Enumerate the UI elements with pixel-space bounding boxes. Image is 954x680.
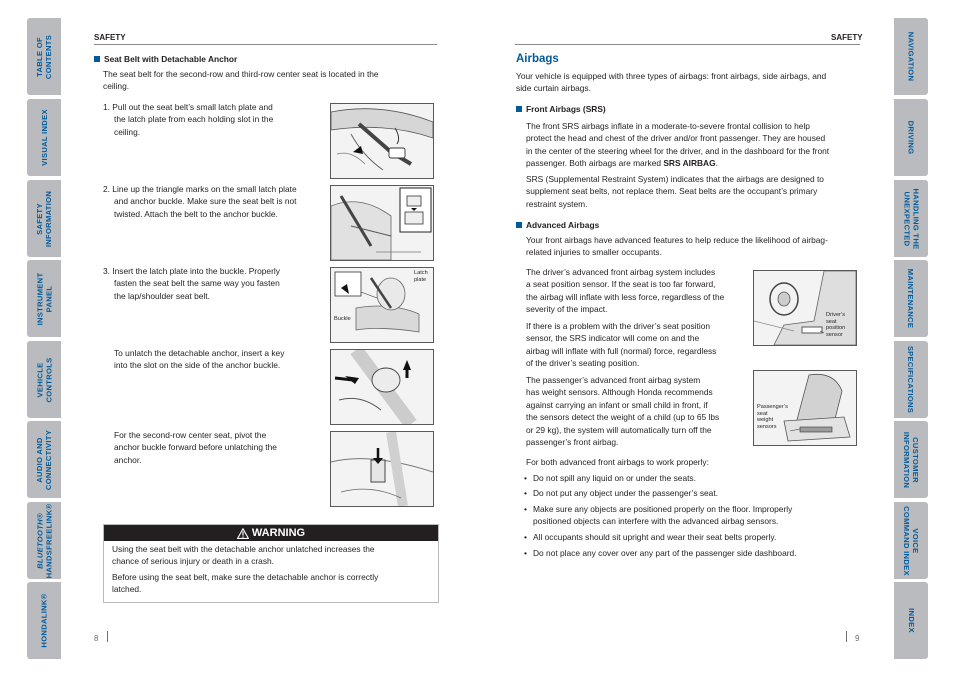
latch-plate-label: Latch plate xyxy=(414,270,428,283)
list-item: • All occupants should sit upright and wear their seat belts properly. xyxy=(524,532,777,542)
advanced-airbags-intro: Your front airbags have advanced features to help reduce the likelihood of airbag- related injuries to smaller occupants. xyxy=(526,235,828,258)
tab-handling-the-unexpected[interactable]: HANDLING THE UNEXPECTED xyxy=(894,180,928,257)
list-item: • Do not place any cover over any part of the passenger side dashboard. xyxy=(524,548,797,558)
tab-visual-index[interactable]: VISUAL INDEX xyxy=(27,99,61,176)
both-airbags-intro: For both advanced front airbags to work properly: xyxy=(526,457,709,467)
tab-navigation[interactable]: NAVIGATION xyxy=(894,18,928,95)
tab-voice-command-index[interactable]: VOICE COMMAND INDEX xyxy=(894,502,928,579)
list-item: • Make sure any objects are positioned properly on the floor. Improperly positioned objects can interfere with the advanced airbag sensors. xyxy=(524,504,793,527)
section-marker-icon xyxy=(516,106,522,112)
pivot-buckle-illustration xyxy=(330,431,434,507)
warning-triangle-icon xyxy=(237,528,249,539)
front-airbags-paragraph-2: SRS (Supplemental Restraint System) indicates that the airbags are designed to supplement seat belts, not replace them. Seat belts are the occupant’s primary restraint system. xyxy=(526,174,824,209)
tab-hondalink[interactable]: HONDALINK® xyxy=(27,582,61,659)
tab-safety-information[interactable]: SAFETY INFORMATION xyxy=(27,180,61,257)
left-page-number-bar xyxy=(107,631,108,642)
step-3: 3. Insert the latch plate into the buckle. Properly fasten the seat belt the same way you fasten the lap/shoulder seat belt. xyxy=(103,266,280,301)
right-page-header: SAFETY xyxy=(831,33,863,42)
section-marker-icon xyxy=(94,56,100,62)
list-item: • Do not put any object under the passenger’s seat. xyxy=(524,488,718,498)
driver-airbag-paragraph: The driver’s advanced front airbag system includes a seat position sensor. If the seat is too far forward, the airbag will inflate with less force, regardless of the severity of the impact. xyxy=(526,267,725,315)
advanced-airbags-title: Advanced Airbags xyxy=(516,220,599,230)
buckle-fasten-illustration xyxy=(330,267,434,343)
front-airbags-paragraph-1: The front SRS airbags inflate in a moderate-to-severe frontal collision to help protect the head and chest of the driver and/or front passenger. They are housed in the center of the steering wheel for the driver, and in the dashboard for the front passenger. Both airbags are marked SRS AIRBAG. xyxy=(526,121,830,169)
tab-customer-information[interactable]: CUSTOMER INFORMATION xyxy=(894,421,928,498)
passenger-weight-sensor-label: Passenger’s seat weight sensors xyxy=(757,404,788,430)
list-item: • Do not spill any liquid on or under the seats. xyxy=(524,473,696,483)
section-marker-icon xyxy=(516,222,522,228)
sensor-problem-paragraph: If there is a problem with the driver’s seat position sensor, the SRS indicator will come on and the airbag will inflate with full (normal) force, regardless of the driver’s seating position. xyxy=(526,321,717,369)
tab-driving[interactable]: DRIVING xyxy=(894,99,928,176)
right-page-number: 9 xyxy=(855,634,860,643)
warning-box xyxy=(103,524,439,603)
tab-instrument-panel[interactable]: INSTRUMENT PANEL xyxy=(27,260,61,337)
seat-belt-intro: The seat belt for the second-row and third-row center seat is located in the ceiling. xyxy=(103,69,379,92)
unlatch-key-illustration xyxy=(330,349,434,425)
front-airbags-title: Front Airbags (SRS) xyxy=(516,104,606,114)
tab-index[interactable]: INDEX xyxy=(894,582,928,659)
unlatch-instructions: To unlatch the detachable anchor, insert a key into the slot on the side of the anchor buckle. xyxy=(114,348,285,371)
buckle-label: Buckle xyxy=(334,316,351,322)
warning-title-bar: WARNING xyxy=(104,525,438,541)
latch-plate-ceiling-illustration xyxy=(330,103,434,179)
seat-belt-section-title: Seat Belt with Detachable Anchor xyxy=(94,54,237,64)
warning-text-1: Using the seat belt with the detachable anchor unlatched increases the chance of serious injury or death in a crash. xyxy=(112,544,375,567)
airbags-intro: Your vehicle is equipped with three types of airbags: front airbags, side airbags, and side curtain airbags. xyxy=(516,71,827,94)
warning-text-2: Before using the seat belt, make sure the detachable anchor is correctly latched. xyxy=(112,572,379,595)
passenger-weight-sensor-illustration xyxy=(753,370,857,446)
left-header-rule xyxy=(94,44,437,45)
tab-audio-and-connectivity[interactable]: AUDIO AND CONNECTIVITY xyxy=(27,421,61,498)
passenger-airbag-paragraph: The passenger’s advanced front airbag system has weight sensors. Although Honda recommends against carrying an infant or small child in front, if the sensors detect the weight of a child (up to 65 lbs or 29 kg), the system will automatically turn off the passenger’s front airbag. xyxy=(526,375,720,448)
tab-specifications[interactable]: SPECIFICATIONS xyxy=(894,341,928,418)
tab-maintenance[interactable]: MAINTENANCE xyxy=(894,260,928,337)
right-page-number-bar xyxy=(846,631,847,642)
right-header-rule xyxy=(515,44,860,45)
tab-bluetooth-handsfreelink[interactable]: BLUETOOTH® HANDSFREELINK® xyxy=(27,502,61,579)
driver-seat-sensor-label: Driver’s seat position sensor xyxy=(826,312,846,338)
tab-vehicle-controls[interactable]: VEHICLE CONTROLS xyxy=(27,341,61,418)
left-page-number: 8 xyxy=(94,634,99,643)
pivot-instructions: For the second-row center seat, pivot the anchor buckle forward before unlatching the anchor. xyxy=(114,430,277,465)
driver-seat-sensor-illustration xyxy=(753,270,857,346)
airbags-title: Airbags xyxy=(516,53,559,65)
step-2: 2. Line up the triangle marks on the small latch plate and anchor buckle. Make sure the seat belt is not twisted. Attach the belt to the anchor buckle. xyxy=(103,184,297,219)
step-1: 1. Pull out the seat belt’s small latch plate and the latch plate from each holding slot in the ceiling. xyxy=(103,102,274,137)
tab-table-of-contents[interactable]: TABLE OF CONTENTS xyxy=(27,18,61,95)
anchor-buckle-illustration xyxy=(330,185,434,261)
left-page-header: SAFETY xyxy=(94,33,126,42)
